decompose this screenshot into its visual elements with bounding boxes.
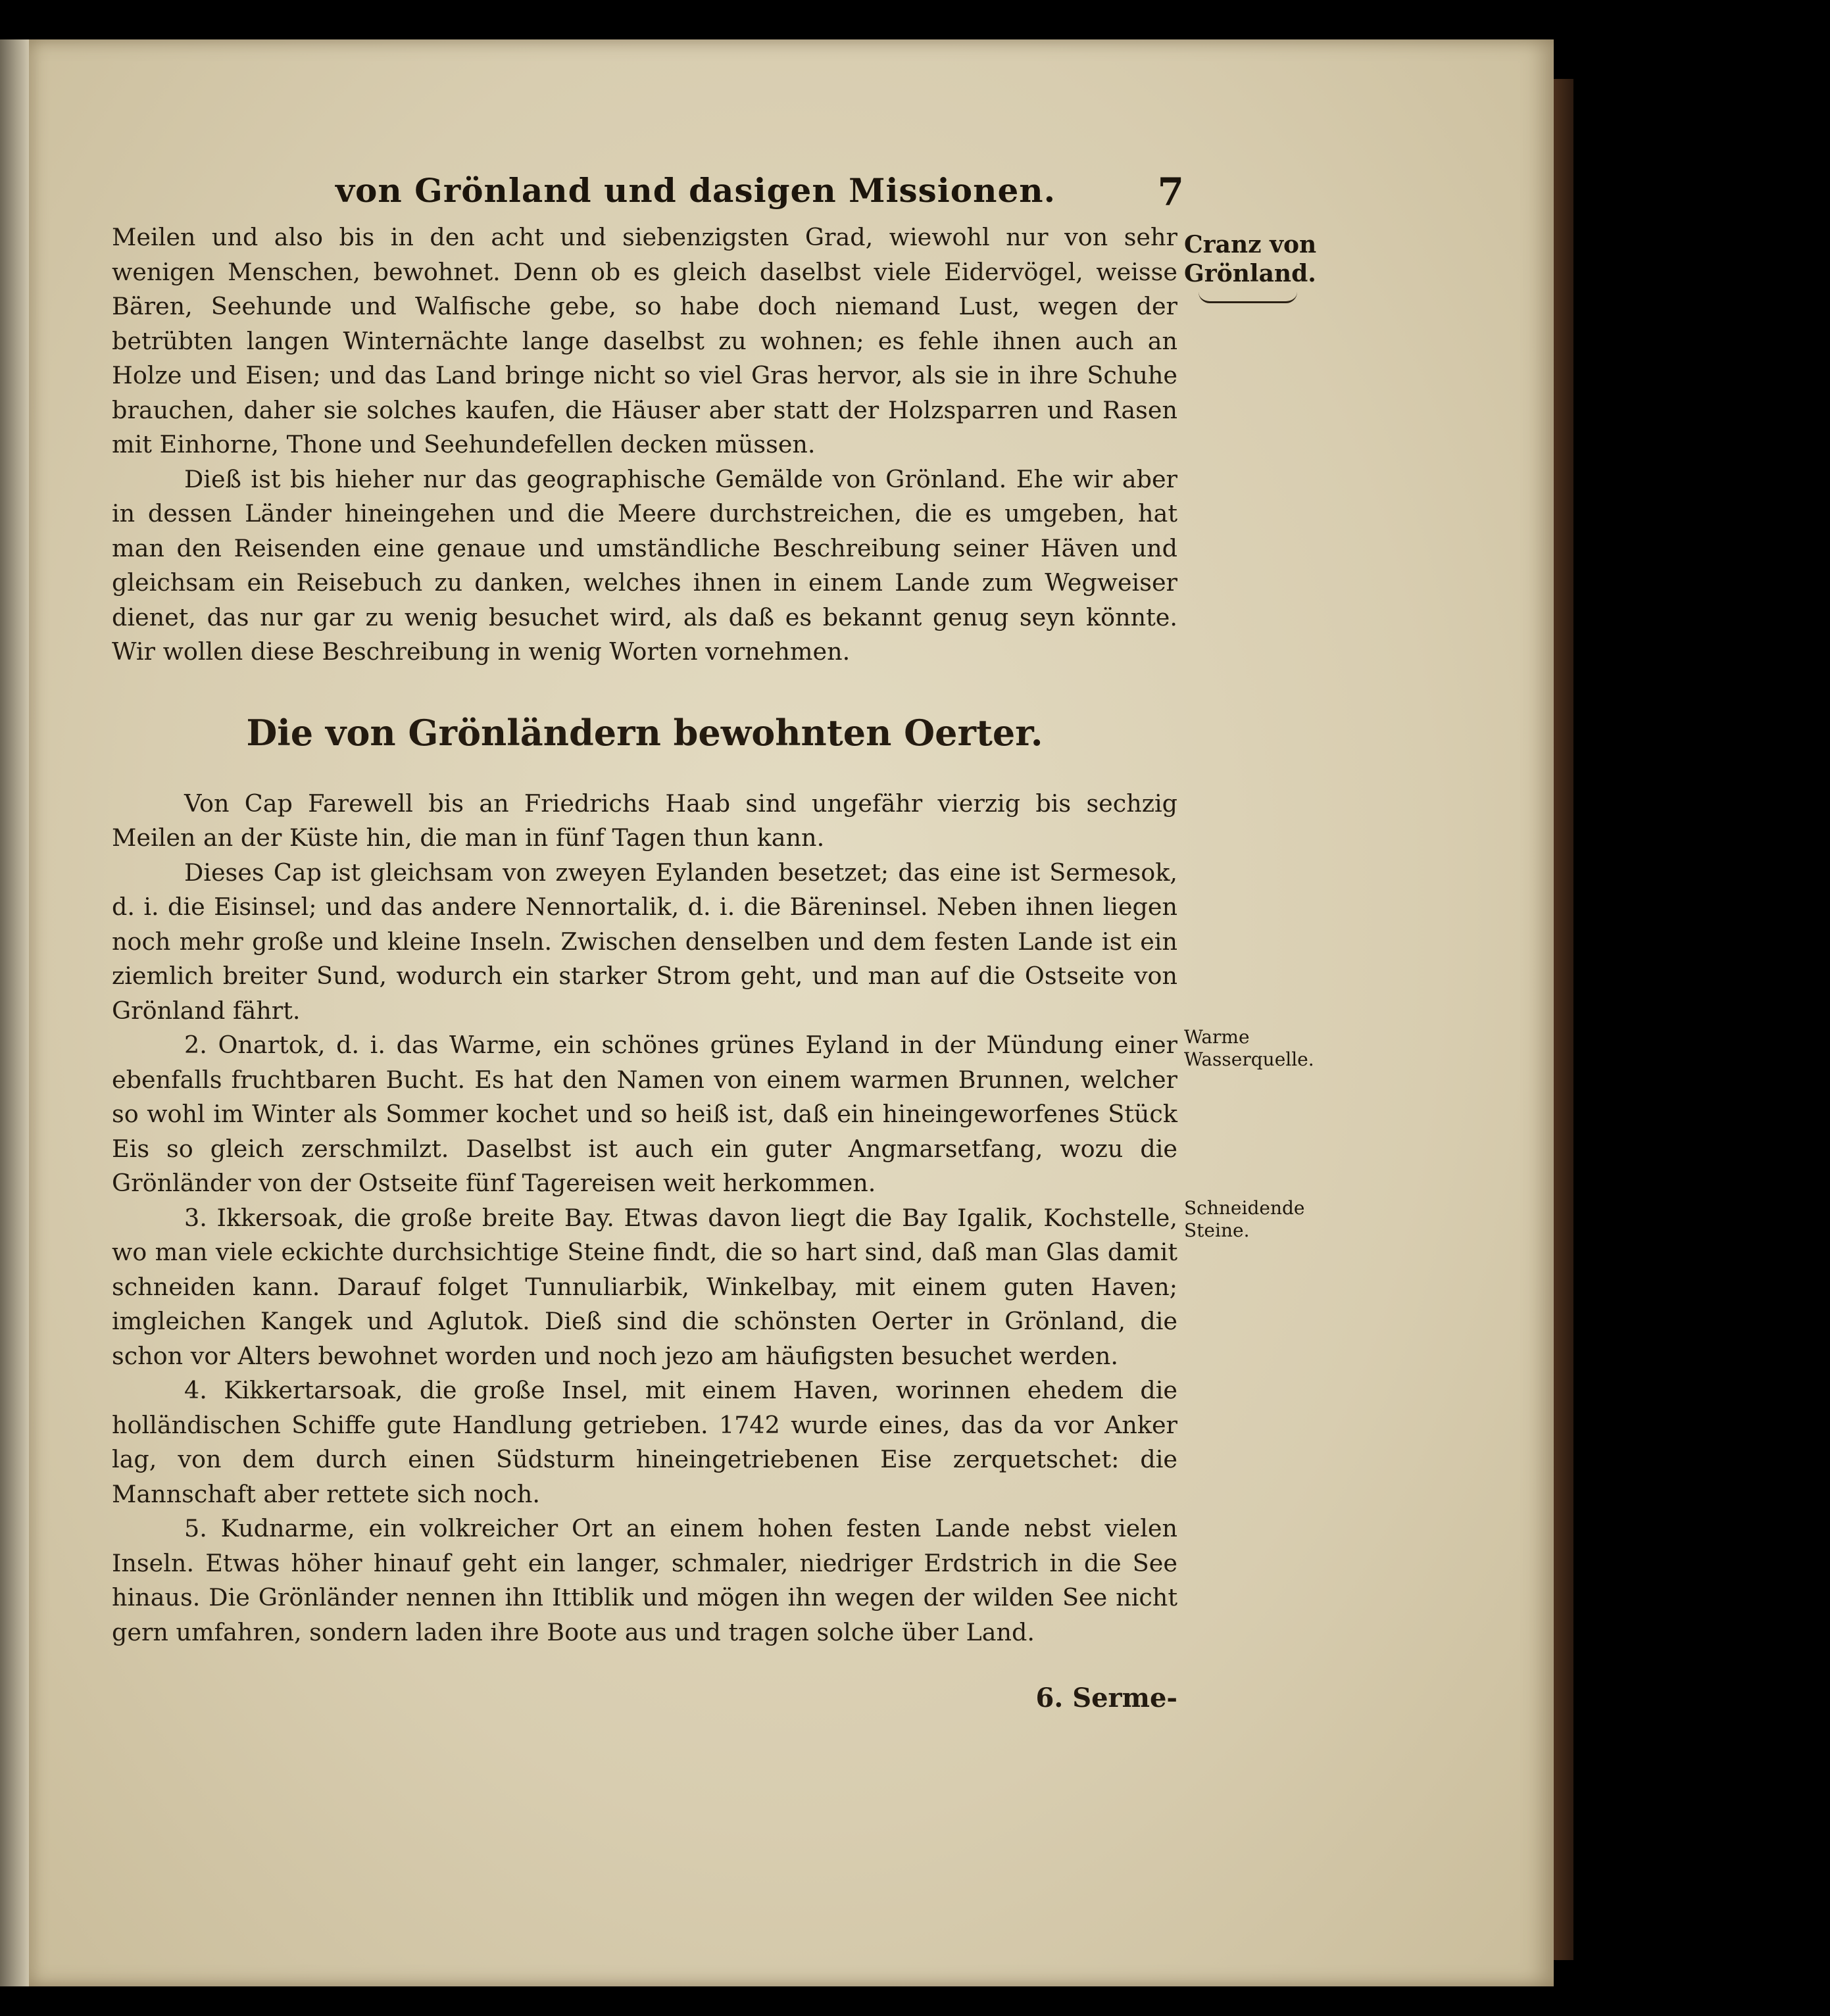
- running-title: von Grönland und dasigen Missionen.: [335, 171, 1056, 210]
- margin-note-author-text: Cranz von Grönland.: [1184, 231, 1317, 287]
- paragraph: 3. Ikkersoak, die große breite Bay. Etwas davon liegt die Bay Igalik, Kochstelle, wo man viele eckichte durchsichtige Steine findt, die so hart sind, daß man Glas damit schneiden kann. Darauf folget Tunnuliarbik, Winkelbay, mit einem guten Haven; imgleichen Kangek und Aglutok. Dieß sind die schönsten Oerter in Grönland, die schon vor Alters bewohnet worden und noch jezo am häufigsten besuchet werden.: [112, 1203, 1177, 1370]
- paragraph: 5. Kudnarme, ein volkreicher Ort an einem hohen festen Lande nebst vielen Inseln. Etwas höher hinauf geht ein langer, schmaler, niedriger Erdstrich in die See hinaus. Die Grönländer nennen ihn Ittiblik und mögen ihn wegen der wilden See nicht gern umfahren, sondern laden ihre Boote aus und tragen solche über Land.: [112, 1514, 1177, 1646]
- brace-ornament: [1199, 292, 1297, 303]
- book-cover-edge: [1554, 79, 1573, 1960]
- book-spine-shadow: [0, 39, 29, 1986]
- paragraph: 4. Kikkertarsoak, die große Insel, mit einem Haven, worinnen ehedem die holländischen Schiffe gute Handlung getrieben. 1742 wurde eines, das da vor Anker lag, von dem durch einen Südsturm hineingetriebenen Eise zerquetschet: die Mannschaft aber rettete sich noch.: [112, 1376, 1177, 1508]
- catchword: 6. Serme-: [1035, 1683, 1177, 1713]
- paragraph: Dieß ist bis hieher nur das geographische Gemälde von Grönland. Ehe wir aber in dessen Länder hineingehen und die Meere durchstreichen, die es umgeben, hat man den Reisenden eine genaue und umständliche Beschreibung seiner Häven und gleichsam ein Reisebuch zu danken, welches ihnen in einem Lande zum Wegweiser dienet, das nur gar zu wenig besuchet wird, als daß es bekannt genug seyn könnte. Wir wollen diese Beschreibung in wenig Worten vornehmen.: [112, 464, 1177, 666]
- margin-note-cutting-stones: Schneidende Steine.: [1184, 1197, 1305, 1241]
- margin-note-author: [1184, 230, 1339, 303]
- page-number: 7: [1157, 170, 1184, 214]
- paragraph: 2. Onartok, d. i. das Warme, ein schönes grünes Eyland in der Mündung einer ebenfalls fruchtbaren Bucht. Es hat den Namen von einem warmen Brunnen, welcher so wohl im Winter als Sommer kochet und so heiß ist, daß ein hineingeworfenes Stück Eis so gleich zerschmilzt. Daselbst ist auch ein guter Angmarsetfang, wozu die Grönländer von der Ostseite fünf Tagereisen weit herkommen.: [112, 1031, 1177, 1197]
- section-title: Die von Grönländern bewohnten Oerter.: [246, 711, 1043, 754]
- page-header: [224, 158, 1184, 217]
- page-body: [112, 220, 1177, 1716]
- margin-note-warm-spring: Warme Wasserquelle.: [1184, 1026, 1314, 1070]
- paragraph: Von Cap Farewell bis an Friedrichs Haab sind ungefähr vierzig bis sechzig Meilen an der Küste hin, die man in fünf Tagen thun kann.: [112, 789, 1177, 852]
- paragraph: Dieses Cap ist gleichsam von zweyen Eylanden besetzet; das eine ist Sermesok, d. i. die Eisinsel; und das andere Nennortalik, d. i. die Bäreninsel. Neben ihnen liegen noch mehr große und kleine Inseln. Zwischen denselben und dem festen Lande ist ein ziemlich breiter Sund, wodurch ein starker Strom geht, und man auf die Ostseite von Grönland fährt.: [112, 858, 1177, 1025]
- paragraph: Meilen und also bis in den acht und siebenzigsten Grad, wiewohl nur von sehr wenigen Menschen, bewohnet. Denn ob es gleich daselbst viele Eidervögel, weisse Bären, Seehunde und Walfische gebe, so habe doch niemand Lust, wegen der betrübten langen Winternächte lange daselbst zu wohnen; es fehle ihnen auch an Holze und Eisen; und das Land bringe nicht so viel Gras hervor, als sie in ihre Schuhe brauchen, daher sie solches kaufen, die Häuser aber statt der Holzsparren und Rasen mit Einhorne, Thone und Seehundefellen decken müssen.: [112, 223, 1177, 458]
